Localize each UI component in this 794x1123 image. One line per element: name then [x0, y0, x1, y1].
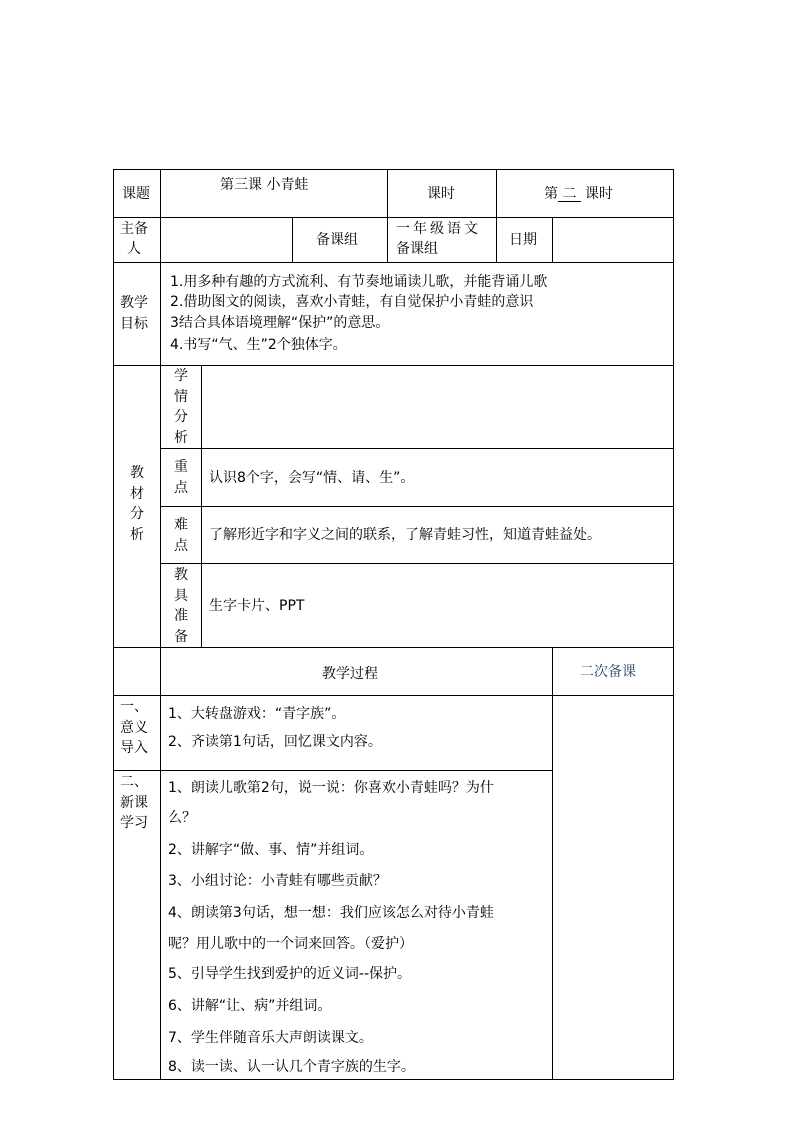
col-border [387, 169, 388, 262]
section-label: 二、 新课 学习 [120, 774, 148, 831]
process-item: 8、读一读、认一认几个青字族的生字。 [168, 1059, 415, 1075]
process-item: 呢？用儿歌中的一个词来回答。（爱护） [168, 936, 413, 952]
goal-item: 1.用多种有趣的方式流利、有节奏地诵读儿歌，并能背诵儿歌 [170, 274, 548, 290]
process-item: 3、小组讨论：小青蛙有哪些贡献？ [168, 873, 387, 889]
col-border [113, 169, 114, 1080]
lesson-title: 第三课 小青蛙 [220, 177, 309, 193]
row-border [113, 365, 674, 366]
difficulties-content: 了解形近字和字义之间的联系，了解青蛙习性，知道青蛙益处。 [209, 527, 601, 543]
row-border [113, 770, 552, 771]
goals-label-line1: 教学 [120, 295, 148, 311]
process-item: 么？ [168, 810, 196, 826]
process-item: 1、朗读儿歌第2句，说一说：你喜欢小青蛙吗？为什 [168, 780, 494, 796]
col-border [673, 169, 674, 1080]
col-border [552, 647, 553, 1080]
process-item: 7、学生伴随音乐大声朗读课文。 [168, 1030, 373, 1046]
row-border [113, 1079, 674, 1080]
student-analysis-label: 学 情 分 析 [174, 368, 188, 446]
row-border [161, 448, 674, 449]
row-border [113, 647, 674, 648]
process-item: 2、齐读第1句话，回忆课文内容。 [168, 734, 382, 750]
preparer-label-line1: 主备 [120, 221, 148, 237]
date-label: 日期 [509, 232, 537, 248]
group-value-line1: 一年级语文 [396, 221, 481, 237]
row-border [113, 262, 674, 263]
process-item: 4、朗读第3句话，想一想：我们应该怎么对待小青蛙 [168, 905, 494, 921]
row-border [113, 217, 674, 218]
group-value-line2: 备课组 [396, 241, 438, 257]
hours-label: 课时 [427, 186, 455, 202]
lesson-label: 课题 [122, 186, 150, 202]
col-border [292, 217, 293, 262]
col-border [160, 169, 161, 1080]
key-points-content: 认识8个字，会写“情、请、生”。 [209, 470, 415, 486]
hours-prefix: 第 [544, 186, 558, 202]
teaching-aids-label: 教 具 准 备 [174, 567, 188, 645]
difficulties-label: 难 点 [174, 517, 188, 554]
process-item: 6、讲解“让、病”并组词。 [168, 998, 332, 1014]
lesson-plan-table [113, 169, 674, 1080]
process-header: 教学过程 [322, 666, 378, 682]
row-border [161, 506, 674, 507]
preparer-label-line2: 人 [127, 241, 141, 257]
group-label: 备课组 [316, 232, 358, 248]
process-item: 1、大转盘游戏：“青字族”。 [168, 706, 346, 722]
col-border [552, 217, 553, 262]
hours-number: 二 [558, 186, 581, 202]
analysis-label: 教 材 分 析 [130, 465, 144, 543]
goal-item: 4.书写“气、生”2个独体字。 [170, 337, 347, 353]
row-border [113, 695, 674, 696]
goal-item: 3结合具体语境理解“保护”的意思。 [170, 315, 390, 331]
second-prep-header: 二次备课 [580, 664, 636, 680]
goal-item: 2.借助图文的阅读，喜欢小青蛙，有自觉保护小青蛙的意识 [170, 294, 534, 310]
row-border [161, 563, 674, 564]
row-border [113, 169, 674, 170]
process-item: 5、引导学生找到爱护的近义词--保护。 [168, 966, 412, 982]
col-border [496, 169, 497, 262]
hours-suffix: 课时 [584, 186, 613, 202]
col-border [201, 365, 202, 647]
goals-label-line2: 目标 [120, 316, 148, 332]
section-label: 一、 意义 导入 [120, 699, 148, 756]
hours-value [544, 184, 613, 204]
key-points-label: 重 点 [174, 459, 188, 496]
process-item: 2、讲解字“做、事、情”并组词。 [168, 842, 374, 858]
teaching-aids-content: 生字卡片、PPT [209, 598, 305, 614]
